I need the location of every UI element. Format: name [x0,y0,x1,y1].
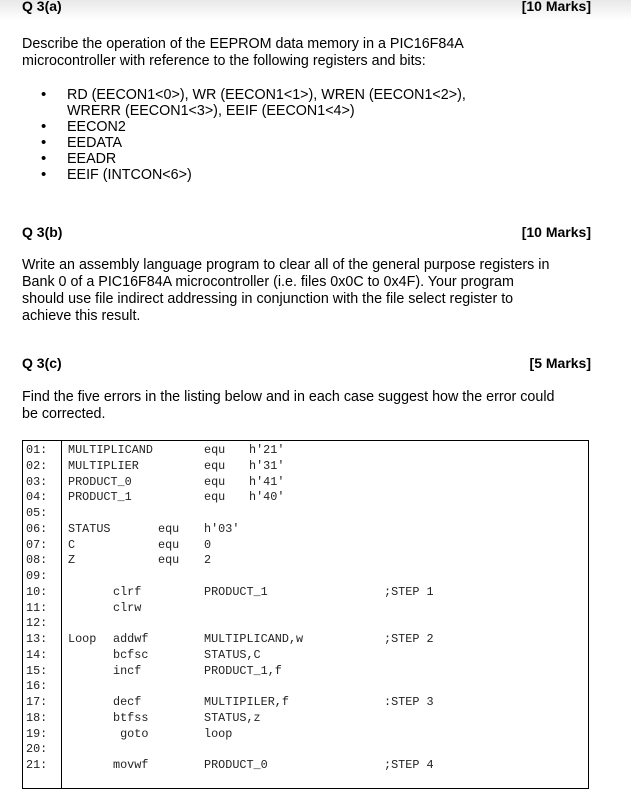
code-comment: ;STEP 1 [384,584,434,599]
line-number: 05: [26,506,48,520]
code-arg: PRODUCT_1,f [204,663,282,678]
bullet-text: EECON2 [67,119,126,135]
q3b-marks: [10 Marks] [521,224,591,240]
list-item [41,167,466,183]
code-op: bcfsc [113,647,149,662]
line-number: 11: [26,600,48,615]
q3a-bullet-list [41,87,466,183]
list-item [41,87,466,119]
line-number: 01: [26,443,48,457]
code-equ: equ [204,443,226,457]
code-op: decf [113,695,142,709]
table-row [23,742,588,758]
table-row [23,648,588,664]
code-op: addwf [113,632,149,646]
code-label: C [68,537,76,552]
table-row [23,585,588,601]
line-number: 20: [26,742,48,757]
code-label: Z [68,553,76,568]
table-row [23,569,588,585]
table-row [23,664,588,680]
table-row [23,758,588,774]
code-arg: PRODUCT_1 [204,584,268,599]
code-equ: equ [204,490,226,505]
code-label: MULTIPLIER [68,458,139,473]
table-row [23,711,588,727]
code-equ2: equ [158,553,180,568]
code-equ2: equ [158,537,180,552]
q3b-line-3: should use file indirect addressing in conjunction with the file select register to [22,291,514,307]
bullet-text: RD (EECON1<0>), WR (EECON1<1>), WREN (EECON1<2>), [67,87,466,103]
code-arg: MULTIPLICAND,w [204,632,304,646]
q3a-marks: [10 Marks] [521,0,591,14]
q3a-intro-line-1: Describe the operation of the EEPROM data memory in a PIC16F84A [22,36,464,52]
code-label: Loop [68,632,97,646]
q3c-marks: [5 Marks] [529,355,591,371]
code-comment: :STEP 3 [384,695,434,709]
list-item [41,119,466,135]
table-row [23,475,588,491]
code-listing-box [22,440,589,789]
table-row [23,522,588,538]
q3c-line-2: be corrected. [22,406,106,422]
code-op: goto [113,726,149,741]
code-val2: 2 [204,553,212,568]
table-row [23,632,588,648]
code-comment: ;STEP 2 [384,632,434,646]
table-row [23,553,588,569]
code-arg: loop [204,726,233,741]
table-row [23,538,588,554]
code-label: PRODUCT_1 [68,490,132,505]
code-val: h'40' [249,490,285,505]
code-label: MULTIPLICAND [68,443,153,457]
q3b-heading: Q 3(b) [22,224,63,240]
table-row [23,679,588,695]
q3b-line-4: achieve this result. [22,308,141,324]
code-val2: 0 [204,537,212,552]
table-row [23,601,588,617]
table-row [23,695,588,711]
list-item [41,151,466,167]
line-number: 14: [26,647,48,662]
code-op: btfss [113,710,149,725]
code-val: h'31' [249,458,285,473]
q3c-heading: Q 3(c) [22,355,62,371]
line-number: 15: [26,663,48,678]
bullet-text: EEIF (INTCON<6>) [67,167,192,183]
line-number: 07: [26,537,48,552]
line-number: 02: [26,458,48,473]
code-label: PRODUCT_0 [68,474,132,489]
line-number: 21: [26,758,48,772]
code-equ: equ [204,458,226,473]
bullet-text: EEADR [67,151,117,167]
code-val2: h'03' [204,521,240,536]
line-number: 09: [26,569,48,583]
table-row [23,490,588,506]
code-op: clrw [113,600,142,615]
line-number: 04: [26,490,48,505]
code-arg: STATUS,C [204,647,261,662]
bullet-text-continued: WRERR (EECON1<3>), EEIF (EECON1<4>) [67,103,355,119]
code-op: incf [113,663,142,678]
table-row [23,443,588,459]
line-number: 12: [26,616,48,631]
table-row [23,616,588,632]
q3b-line-2: Bank 0 of a PIC16F84A microcontroller (i.e. files 0x0C to 0x4F). Your program [22,274,514,290]
code-op: clrf [113,584,142,599]
code-label: STATUS [68,521,111,536]
line-number: 06: [26,521,48,536]
code-arg: STATUS,z [204,710,261,725]
q3b-line-1: Write an assembly language program to clear all of the general purpose registers in [22,257,550,273]
list-item [41,135,466,151]
line-number: 16: [26,679,48,694]
bullet-text: EEDATA [67,135,123,151]
table-row [23,506,588,522]
code-equ: equ [204,474,226,489]
table-row [23,727,588,743]
code-val: h'21' [249,443,285,457]
code-op: movwf [113,758,149,772]
line-number: 19: [26,726,48,741]
code-arg: MULTIPILER,f [204,695,289,709]
q3a-heading: Q 3(a) [22,0,62,14]
table-row [23,459,588,475]
q3c-line-1: Find the five errors in the listing below and in each case suggest how the error could [22,389,555,405]
line-number: 03: [26,474,48,489]
line-number: 13: [26,632,48,646]
code-comment: ;STEP 4 [384,758,434,772]
line-number: 18: [26,710,48,725]
line-number: 17: [26,695,48,709]
line-number: 08: [26,553,48,568]
line-number: 10: [26,584,48,599]
code-val: h'41' [249,474,285,489]
code-arg: PRODUCT_0 [204,758,268,772]
code-equ2: equ [158,521,180,536]
q3a-intro-line-2: microcontroller with reference to the following registers and bits: [22,53,426,69]
